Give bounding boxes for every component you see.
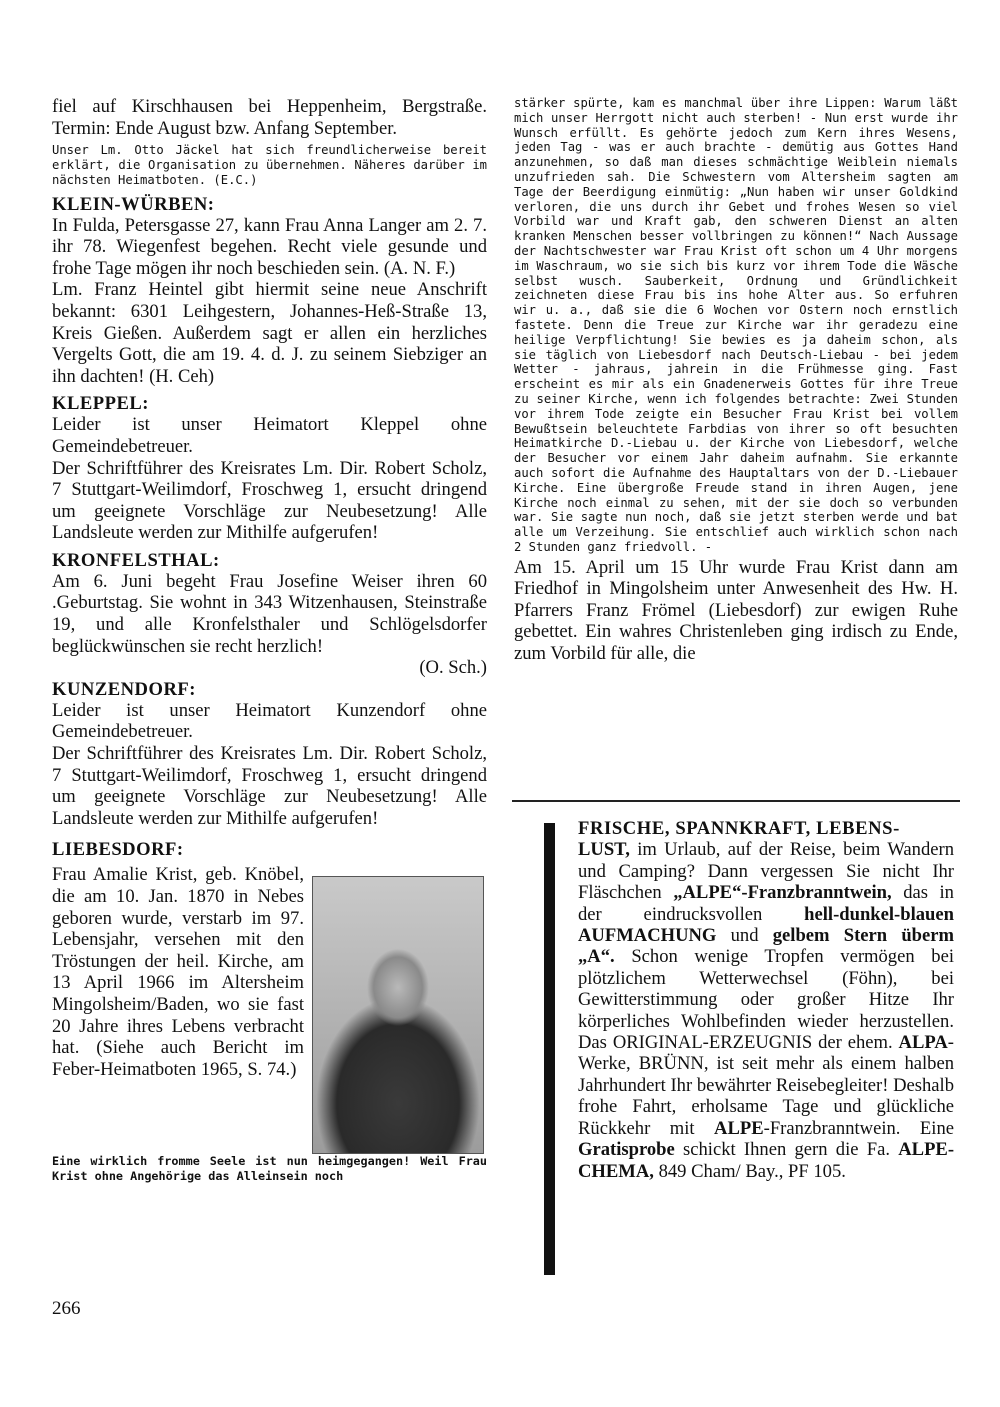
burial-paragraph: Am 15. April um 15 Uhr wurde Frau Krist dann am Friedhof in Mingolsheim unter Anwesenheit des Hw. H. Pfarrers Franz Frömel (Liebesdorf) zur ewigen Ruhe gebettet. Ein wahres Christenleben ging irdisch zu Ende, zum Vorbild für alle, die: [514, 556, 958, 665]
ad-company: ALPE-CHEMA,: [578, 1139, 955, 1182]
ad-sample: Gratisprobe: [578, 1139, 675, 1161]
kleppel-text-1: Leider ist unser Heimatort Kleppel ohne Gemeindebetreuer.: [52, 414, 487, 457]
intro-note: Unser Lm. Otto Jäckel hat sich freundlicherweise bereit erklärt, die Organisation zu übernehmen. Näheres darüber im nächsten Heimatboten. (E.C.): [52, 143, 487, 187]
kleppel-text-2: Der Schriftführer des Kreisrates Lm. Dir. Robert Scholz, 7 Stuttgart-Weilimdorf, Froschweg 1, ersucht dringend um geeignete Vorschläge zur Neubesetzung! Alle Landsleute werden zur Mithilfe aufgerufen!: [52, 457, 487, 544]
ad-headline-2: LUST,: [578, 839, 630, 861]
ad-alpa: ALPA: [898, 1032, 948, 1054]
liebesdorf-text: Frau Amalie Krist, geb. Knöbel, die am 10. Jan. 1870 in Nebes geboren wurde, verstarb im 97. Lebensjahr, versehen mit den Tröstungen der heil. Kirche, am 13 April 1966 im Altersheim Mingolsheim/Baden, wo sie fast 20 Jahre ihres Lebens verbracht hat. (Siehe auch Bericht im Feber-Heimatboten 1965, S. 74.): [52, 864, 304, 1080]
ad-text-4: Schon wenige Tropfen vermögen bei plötzlichem Wetterwechsel (Föhn), bei Gewitterstimmung oder großer Hitze Ihr körperliches Wohlbefinden wieder herzustellen. Das ORIGINAL-ERZEUGNIS der ehem.: [578, 946, 954, 1054]
klein-wuerben-text-2: Lm. Franz Heintel gibt hiermit seine neue Anschrift bekannt: 6301 Leihgestern, Johannes-Heß-Straße 13, Kreis Gießen. Außerdem sagt er allen ein herzliches Vergelts Gott, die am 19. 4. d. J. zu seinem Siebziger an ihn dachten! (H. Ceh): [52, 279, 487, 387]
ad-text-1: im Urlaub, auf der Reise, beim Wandern und Camping? Dann vergessen Sie nicht Ihr Fläschchen: [578, 839, 955, 904]
ad-packaging: hell-dunkel-blauen AUFMACHUNG: [578, 903, 954, 947]
ad-text-3: und: [730, 925, 759, 947]
portrait-photo: [312, 876, 484, 1154]
heading-kunzendorf: KUNZENDORF:: [52, 678, 196, 700]
ad-text-6: -Franzbranntwein. Eine: [763, 1117, 955, 1139]
heading-kleppel: KLEPPEL:: [52, 393, 149, 415]
ad-headline: FRISCHE, SPANNKRAFT, LEBENS-: [578, 818, 900, 839]
liebesdorf-note: Eine wirklich fromme Seele ist nun heimgegangen! Weil Frau Krist ohne Angehörige das Alleinsein noch: [52, 1154, 487, 1184]
kunzendorf-text-2: Der Schriftführer des Kreisrates Lm. Dir. Robert Scholz, 7 Stuttgart-Weilimdorf, Froschweg 1, ersucht dringend um geeignete Vorschläge zur Neubesetzung! Alle Landsleute werden zur Mithilfe aufgerufen!: [52, 743, 487, 829]
kunzendorf-text-1: Leider ist unser Heimatort Kunzendorf ohne Gemeindebetreuer.: [52, 699, 487, 743]
left-column: [52, 96, 487, 1184]
obituary-block: [52, 864, 487, 1154]
ad-address: 849 Cham/ Bay., PF 105.: [658, 1160, 846, 1182]
ad-text-2: das in der eindrucksvollen: [578, 882, 954, 925]
ad-alpe: ALPE: [714, 1117, 764, 1139]
ad-brand: „ALPE“-Franzbranntwein,: [673, 882, 892, 904]
ad-text-7: schickt Ihnen gern die Fa.: [683, 1139, 890, 1161]
kronfelsthal-text: Am 6. Juni begeht Frau Josefine Weiser ihren 60 .Geburtstag. Sie wohnt in 343 Witzenhausen, Steinstraße 19, und alle Kronfelsthaler und Schlögelsdorfer beglückwünschen sie recht herzlich!: [52, 570, 487, 657]
right-column: [514, 96, 958, 665]
intro-paragraph: fiel auf Kirschhausen bei Heppenheim, Bergstraße. Termin: Ende August bzw. Anfang September.: [52, 96, 487, 139]
klein-wuerben-text-1: In Fulda, Petersgasse 27, kann Frau Anna Langer am 2. 7. ihr 78. Wiegenfest begehen. Recht viele gesunde und frohe Tage mögen ihr noch beschieden sein. (A. N. F.): [52, 214, 487, 279]
kronfelsthal-signature: (O. Sch.): [419, 657, 487, 679]
ad-body: [578, 839, 954, 1182]
obituary-continuation: stärker spürte, kam es manchmal über ihre Lippen: Warum läßt mich unser Herrgott nicht auch sterben! - Nun erst wurde ihr Wunsch erfüllt. Es gehörte jedoch zum Kern ihres Wesens, jeden Tag - was er auch brachte - demütig aus Gottes Hand anzunehmen, so daß man dieses schmächtige Weiblein niemals unzufrieden sah. Die Schwestern vom Altersheim sagten am Tage der Beerdigung einmütig: „Nun haben wir unser Goldkind verloren, die uns durch ihr Gebet und frohes Wesen so viel Vorbild war und Kraft gab, den schweren Dienst an alten kranken Menschen besser vollbringen zu können!“ Nach Aussage der Nachtschwester war Frau Krist oft schon um 4 Uhr morgens im Waschraum, wo sie sich bis kurz vor ihrem Tode die Wäsche selbst wusch. Sauberkeit, Ordnung und Gründlichkeit zeichneten diese Frau bis ins hohe Alter aus. So erfuhren wir u. a., daß sie die 6 Wochen vor Ostern noch ernstlich fastete. Denn die Treue zur Kirche war ihr geradezu eine heilige Verpflichtung! Sie bewies es ja daheim schon, als sie täglich von Liebesdorf nach Deutsch-Liebau - bei jedem Wetter - jahraus, jahrein in die Frühmesse ging. Fast erscheint es mir als ein Gnadenerweis Gottes für ihre Treue zu seiner Kirche, wenn ich folgendes betrachte: Zwei Stunden vor ihrem Tode zeigte ein Besucher Frau Krist bei vollem Bewußtsein beleuchtete Farbdias von ihrer so oft besuchten Heimatkirche D.-Liebau u. der Kirche von Liebesdorf, welche der Besucher vor einem Jahr daheim aufnahm. Sie erkannte auch sofort die Aufnahme des Hauptaltars von der D.-Liebauer Kirche. Eine übergroße Freude stand in ihren Augen, jene Kirche noch einmal zu sehen, mit der sie doch so verbunden war. Sie sagte nun noch, daß sie jetzt sterben werde und bat alle um Verzeihung. Sie entschlief auch wirklich schon nach 2 Stunden ganz friedvoll. -: [514, 96, 958, 554]
ad-star: gelbem Stern überm „A“.: [578, 925, 955, 968]
heading-kronfelsthal: KRONFELSTHAL:: [52, 549, 220, 571]
page-number: 266: [52, 1298, 81, 1319]
ad-side-bar: [544, 823, 555, 1275]
section-divider: [512, 800, 960, 802]
heading-liebesdorf: LIEBESDORF:: [52, 839, 184, 861]
ad-text-5: -Werke, BRÜNN, ist seit mehr als einem halben Jahrhundert Ihr bewährter Reisebegleiter! Deshalb frohe Fahrt, erholsame Tage und glückliche Rückkehr mit: [578, 1032, 954, 1139]
advertisement: [578, 818, 954, 1182]
heading-klein-wuerben: KLEIN-WÜRBEN:: [52, 193, 215, 215]
